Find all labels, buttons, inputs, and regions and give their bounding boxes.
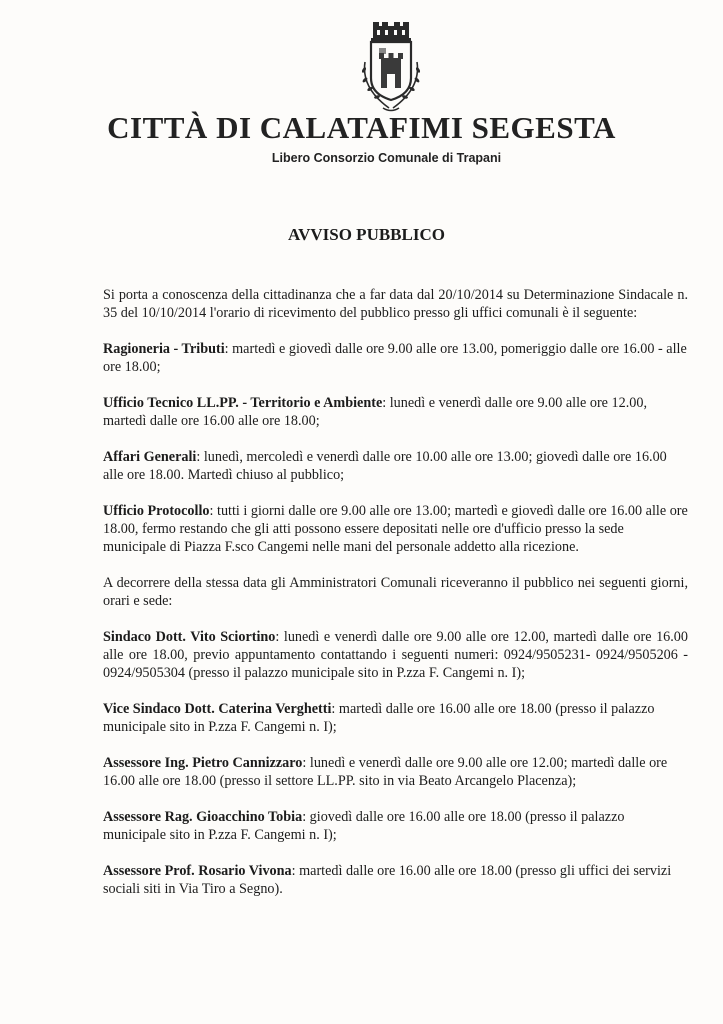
notice-body [103,286,688,916]
admin-hours: : lunedì e venerdì dalle ore 9.00 alle ore 12.00; martedì dalle ore 16.00 alle ore 18.00 (presso il settore LL.PP. sito in via Beato Arcangelo Placenza); [103,755,668,789]
office-entry-affari-generali [103,448,688,484]
office-hours: : lunedì, mercoledì e venerdì dalle ore 10.00 alle ore 13.00; giovedì dalle ore 16.00 alle ore 18.00. Martedì chiuso al pubblico; [103,449,667,483]
admin-hours: : martedì dalle ore 16.00 alle ore 18.00 (presso gli uffici dei servizi sociali siti in Via Tiro a Segno). [103,863,672,897]
admin-hours: : lunedì e venerdì dalle ore 9.00 alle ore 12.00, martedì dalle ore 16.00 alle ore 18.00, previo appuntamento contattando i seguenti numeri: 0924/9505231- 0924/9505206 - 0924/9505304 (presso il palazzo municipale sito in P.zza F. Cangemi n. I); [103,629,688,681]
administrators-intro: A decorrere della stessa data gli Amministratori Comunali riceveranno il pubblico nei seguenti giorni, orari e sede: [103,575,688,609]
office-entry-ufficio-tecnico [103,394,688,430]
office-entry-protocollo [103,502,688,556]
admin-entry-vice-sindaco [103,700,688,736]
notice-title: AVVISO PUBBLICO [288,225,445,244]
office-name: Ufficio Protocollo [103,503,210,519]
admin-hours: : giovedì dalle ore 16.00 alle ore 18.00 (presso il palazzo municipale sito in P.zza F. Cangemi n. I); [103,809,625,843]
admin-entry-tobia [103,808,688,844]
admin-entry-sindaco [103,628,688,682]
office-name: Affari Generali [103,449,197,465]
admin-name: Assessore Ing. Pietro Cannizzaro [103,755,303,771]
admin-name: Vice Sindaco Dott. Caterina Verghetti [103,701,332,717]
city-name: CITTÀ DI CALATAFIMI SEGESTA [107,110,616,145]
intro-paragraph: Si porta a conoscenza della cittadinanza che a far data dal 20/10/2014 su Determinazione Sindacale n. 35 del 10/10/2014 l'orario di ricevimento del pubblico presso gli uffici comunali è il seguente: [103,287,688,321]
office-hours: : martedì e giovedì dalle ore 9.00 alle ore 13.00, pomeriggio dalle ore 16.00 - alle ore 18.00; [103,341,687,375]
office-name: Ragioneria - Tributi [103,341,225,357]
admin-name: Assessore Rag. Gioacchino Tobia [103,809,303,825]
admin-name: Assessore Prof. Rosario Vivona [103,863,292,879]
office-entry-ragioneria [103,340,688,376]
admin-name: Sindaco Dott. Vito Sciortino [103,629,276,645]
admin-entry-cannizzaro [103,754,688,790]
office-name: Ufficio Tecnico LL.PP. - Territorio e Ambiente [103,395,383,411]
consortium-subtitle: Libero Consorzio Comunale di Trapani [271,151,502,165]
office-hours: : tutti i giorni dalle ore 9.00 alle ore 13.00; martedì e giovedì dalle ore 16.00 alle ore 18.00, fermo restando che gli atti possono essere depositati nelle ore d'ufficio presso la sede municipale di Piazza F.sco Cangemi nelle mani del personale addetto alla ricezione. [103,503,688,555]
admin-hours: : martedì dalle ore 16.00 alle ore 18.00 (presso il palazzo municipale sito in P.zza F. Cangemi n. I); [103,701,655,735]
coat-of-arms-icon [355,22,427,114]
office-hours: : lunedì e venerdì dalle ore 9.00 alle ore 12.00, martedì dalle ore 16.00 alle ore 18.00; [103,395,647,429]
admin-entry-vivona [103,862,688,898]
